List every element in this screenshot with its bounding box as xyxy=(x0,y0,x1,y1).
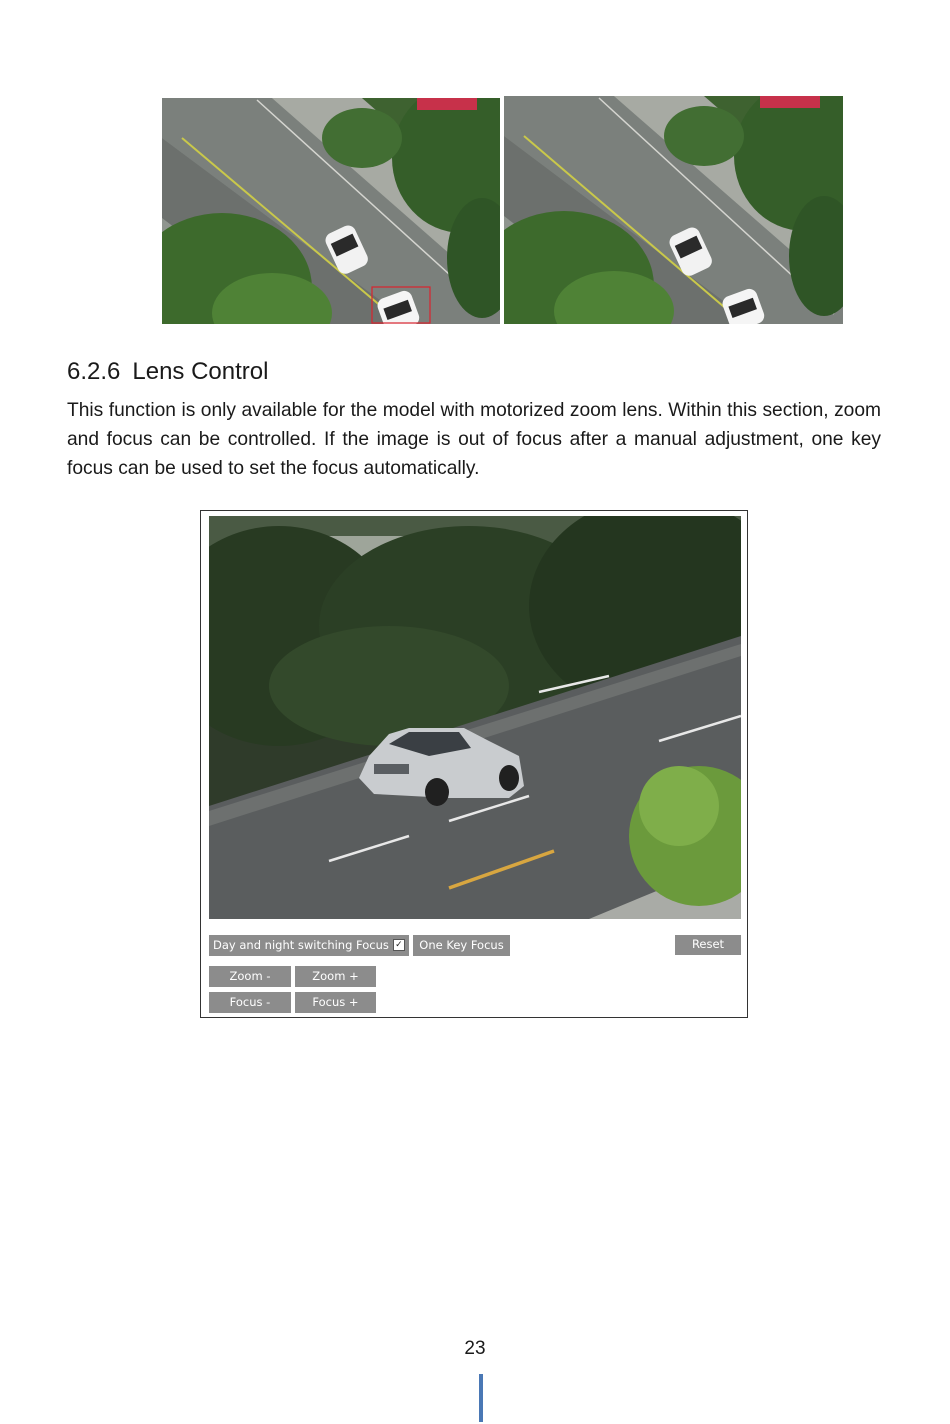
camera-live-view xyxy=(209,516,741,919)
checkbox-checked-icon[interactable]: ✓ xyxy=(393,939,405,951)
section-paragraph: This function is only available for the model with motorized zoom lens. Within this section, zoom and focus can be controlled. If the image is out of focus after a manual adjustment, one key focus can be used to set the focus automatically. xyxy=(67,400,881,479)
section-title: Lens Control xyxy=(132,358,269,385)
street-photo-left xyxy=(162,98,500,324)
lens-control-panel xyxy=(200,510,748,1018)
street-photo-right xyxy=(504,96,843,324)
zoom-minus-button[interactable]: Zoom - xyxy=(209,966,291,987)
section-number: 6.2.6 xyxy=(67,358,121,385)
reset-button[interactable]: Reset xyxy=(675,935,741,955)
day-night-switching-label: Day and night switching Focus xyxy=(213,938,389,952)
page-number: 23 xyxy=(464,1338,486,1359)
focus-plus-button[interactable]: Focus + xyxy=(295,992,376,1013)
section-heading xyxy=(67,358,268,386)
zoom-plus-button[interactable]: Zoom + xyxy=(295,966,376,987)
focus-minus-button[interactable]: Focus - xyxy=(209,992,291,1013)
day-night-switching-focus-toggle[interactable] xyxy=(209,935,409,956)
one-key-focus-button[interactable]: One Key Focus xyxy=(413,935,510,956)
page-footer-bar xyxy=(479,1374,483,1422)
